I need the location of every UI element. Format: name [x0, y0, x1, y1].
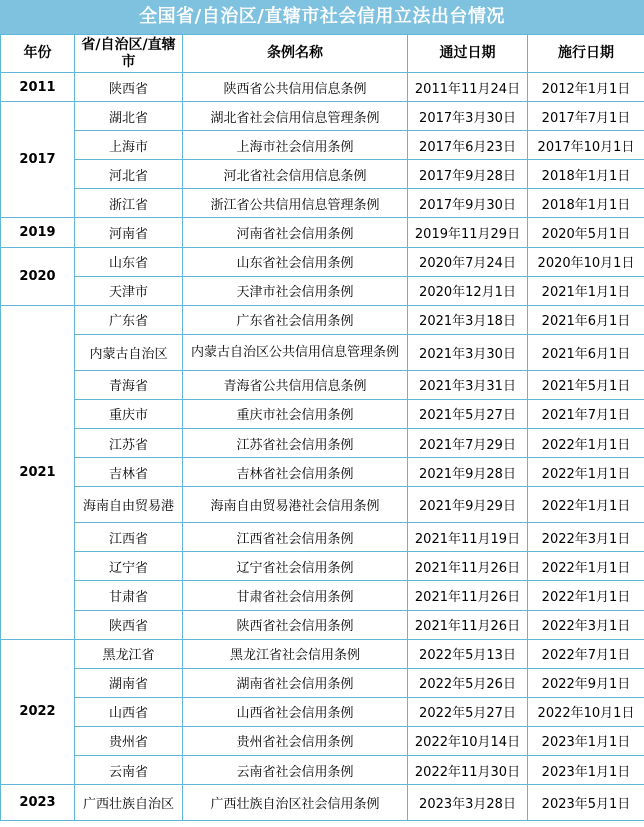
regulation-cell: 上海市社会信用条例: [183, 131, 408, 160]
effective-date-cell: 2022年1月1日: [528, 458, 644, 487]
regulation-cell: 山东省社会信用条例: [183, 247, 408, 276]
regulation-cell: 甘肃省社会信用条例: [183, 581, 408, 610]
regulation-cell: 江西省社会信用条例: [183, 523, 408, 552]
province-cell: 天津市: [75, 276, 183, 305]
regulation-cell: 山西省社会信用条例: [183, 697, 408, 726]
effective-date-cell: 2022年1月1日: [528, 487, 644, 523]
passed-date-cell: 2023年3月28日: [408, 785, 528, 821]
table-row: [1, 726, 644, 755]
passed-date-cell: 2022年11月30日: [408, 755, 528, 784]
table-row: [1, 102, 644, 131]
table-row: [1, 399, 644, 428]
header-year: 年份: [1, 35, 75, 73]
passed-date-cell: 2011年11月24日: [408, 73, 528, 102]
province-cell: 上海市: [75, 131, 183, 160]
effective-date-cell: 2021年7月1日: [528, 399, 644, 428]
province-cell: 湖北省: [75, 102, 183, 131]
passed-date-cell: 2022年10月14日: [408, 726, 528, 755]
table-row: [1, 218, 644, 247]
province-cell: 辽宁省: [75, 552, 183, 581]
passed-date-cell: 2021年3月18日: [408, 305, 528, 334]
regulation-cell: 云南省社会信用条例: [183, 755, 408, 784]
regulation-cell: 江苏省社会信用条例: [183, 429, 408, 458]
year-cell: 2020: [1, 247, 75, 305]
effective-date-cell: 2018年1月1日: [528, 189, 644, 218]
regulation-cell: 湖南省社会信用条例: [183, 668, 408, 697]
passed-date-cell: 2017年3月30日: [408, 102, 528, 131]
effective-date-cell: 2022年7月1日: [528, 639, 644, 668]
regulation-cell: 广西壮族自治区社会信用条例: [183, 785, 408, 821]
province-cell: 云南省: [75, 755, 183, 784]
regulation-cell: 辽宁省社会信用条例: [183, 552, 408, 581]
table-row: [1, 247, 644, 276]
province-cell: 陕西省: [75, 610, 183, 639]
regulation-cell: 浙江省公共信用信息管理条例: [183, 189, 408, 218]
table-title: 全国省/自治区/直辖市社会信用立法出台情况: [0, 0, 644, 34]
effective-date-cell: 2022年1月1日: [528, 552, 644, 581]
province-cell: 山东省: [75, 247, 183, 276]
table-row: [1, 189, 644, 218]
effective-date-cell: 2018年1月1日: [528, 160, 644, 189]
passed-date-cell: 2021年11月26日: [408, 552, 528, 581]
effective-date-cell: 2021年1月1日: [528, 276, 644, 305]
table-row: [1, 334, 644, 370]
header-province: 省/自治区/直辖市: [75, 35, 183, 73]
effective-date-cell: 2022年9月1日: [528, 668, 644, 697]
effective-date-cell: 2023年1月1日: [528, 755, 644, 784]
province-cell: 甘肃省: [75, 581, 183, 610]
regulation-cell: 海南自由贸易港社会信用条例: [183, 487, 408, 523]
regulation-cell: 河南省社会信用条例: [183, 218, 408, 247]
table-row: [1, 305, 644, 334]
regulation-cell: 内蒙古自治区公共信用信息管理条例: [183, 334, 408, 370]
year-cell: 2017: [1, 102, 75, 218]
passed-date-cell: 2021年11月26日: [408, 581, 528, 610]
passed-date-cell: 2022年5月13日: [408, 639, 528, 668]
effective-date-cell: 2022年1月1日: [528, 429, 644, 458]
passed-date-cell: 2017年9月30日: [408, 189, 528, 218]
year-cell: 2021: [1, 305, 75, 639]
province-cell: 广东省: [75, 305, 183, 334]
year-cell: 2023: [1, 785, 75, 821]
passed-date-cell: 2021年3月31日: [408, 370, 528, 399]
effective-date-cell: 2022年1月1日: [528, 581, 644, 610]
table-row: [1, 429, 644, 458]
passed-date-cell: 2021年3月30日: [408, 334, 528, 370]
regulation-cell: 贵州省社会信用条例: [183, 726, 408, 755]
province-cell: 重庆市: [75, 399, 183, 428]
effective-date-cell: 2012年1月1日: [528, 73, 644, 102]
header-regulation: 条例名称: [183, 35, 408, 73]
table-row: [1, 697, 644, 726]
header-passed-date: 通过日期: [408, 35, 528, 73]
year-cell: 2022: [1, 639, 75, 784]
province-cell: 吉林省: [75, 458, 183, 487]
table-row: [1, 276, 644, 305]
province-cell: 黑龙江省: [75, 639, 183, 668]
effective-date-cell: 2022年3月1日: [528, 610, 644, 639]
table-row: [1, 785, 644, 821]
passed-date-cell: 2017年9月28日: [408, 160, 528, 189]
province-cell: 贵州省: [75, 726, 183, 755]
passed-date-cell: 2021年9月28日: [408, 458, 528, 487]
province-cell: 海南自由贸易港: [75, 487, 183, 523]
province-cell: 浙江省: [75, 189, 183, 218]
passed-date-cell: 2021年7月29日: [408, 429, 528, 458]
table-row: [1, 523, 644, 552]
province-cell: 山西省: [75, 697, 183, 726]
table-row: [1, 73, 644, 102]
regulation-cell: 黑龙江省社会信用条例: [183, 639, 408, 668]
effective-date-cell: 2020年10月1日: [528, 247, 644, 276]
regulation-cell: 吉林省社会信用条例: [183, 458, 408, 487]
passed-date-cell: 2021年11月19日: [408, 523, 528, 552]
effective-date-cell: 2021年5月1日: [528, 370, 644, 399]
passed-date-cell: 2019年11月29日: [408, 218, 528, 247]
passed-date-cell: 2022年5月27日: [408, 697, 528, 726]
regulation-cell: 天津市社会信用条例: [183, 276, 408, 305]
passed-date-cell: 2020年7月24日: [408, 247, 528, 276]
effective-date-cell: 2017年7月1日: [528, 102, 644, 131]
table-row: [1, 639, 644, 668]
year-cell: 2019: [1, 218, 75, 247]
province-cell: 陕西省: [75, 73, 183, 102]
table-row: [1, 552, 644, 581]
passed-date-cell: 2021年11月26日: [408, 610, 528, 639]
table-row: [1, 131, 644, 160]
effective-date-cell: 2023年1月1日: [528, 726, 644, 755]
table-body: [1, 73, 644, 821]
province-cell: 湖南省: [75, 668, 183, 697]
regulation-cell: 湖北省社会信用信息管理条例: [183, 102, 408, 131]
effective-date-cell: 2023年5月1日: [528, 785, 644, 821]
table-row: [1, 370, 644, 399]
province-cell: 江西省: [75, 523, 183, 552]
table-row: [1, 581, 644, 610]
effective-date-cell: 2022年3月1日: [528, 523, 644, 552]
table-row: [1, 487, 644, 523]
passed-date-cell: 2021年5月27日: [408, 399, 528, 428]
passed-date-cell: 2021年9月29日: [408, 487, 528, 523]
province-cell: 广西壮族自治区: [75, 785, 183, 821]
province-cell: 江苏省: [75, 429, 183, 458]
province-cell: 青海省: [75, 370, 183, 399]
regulation-cell: 重庆市社会信用条例: [183, 399, 408, 428]
table-row: [1, 160, 644, 189]
table-row: [1, 610, 644, 639]
effective-date-cell: 2021年6月1日: [528, 334, 644, 370]
effective-date-cell: 2020年5月1日: [528, 218, 644, 247]
table-row: [1, 458, 644, 487]
passed-date-cell: 2022年5月26日: [408, 668, 528, 697]
legislation-table: [0, 34, 644, 821]
year-cell: 2011: [1, 73, 75, 102]
province-cell: 河南省: [75, 218, 183, 247]
province-cell: 内蒙古自治区: [75, 334, 183, 370]
passed-date-cell: 2020年12月1日: [408, 276, 528, 305]
regulation-cell: 陕西省社会信用条例: [183, 610, 408, 639]
effective-date-cell: 2021年6月1日: [528, 305, 644, 334]
table-row: [1, 668, 644, 697]
province-cell: 河北省: [75, 160, 183, 189]
regulation-cell: 广东省社会信用条例: [183, 305, 408, 334]
passed-date-cell: 2017年6月23日: [408, 131, 528, 160]
effective-date-cell: 2022年10月1日: [528, 697, 644, 726]
regulation-cell: 河北省社会信用信息条例: [183, 160, 408, 189]
effective-date-cell: 2017年10月1日: [528, 131, 644, 160]
regulation-cell: 青海省公共信用信息条例: [183, 370, 408, 399]
table-row: [1, 755, 644, 784]
regulation-cell: 陕西省公共信用信息条例: [183, 73, 408, 102]
header-row: [1, 35, 644, 73]
header-effective-date: 施行日期: [528, 35, 644, 73]
